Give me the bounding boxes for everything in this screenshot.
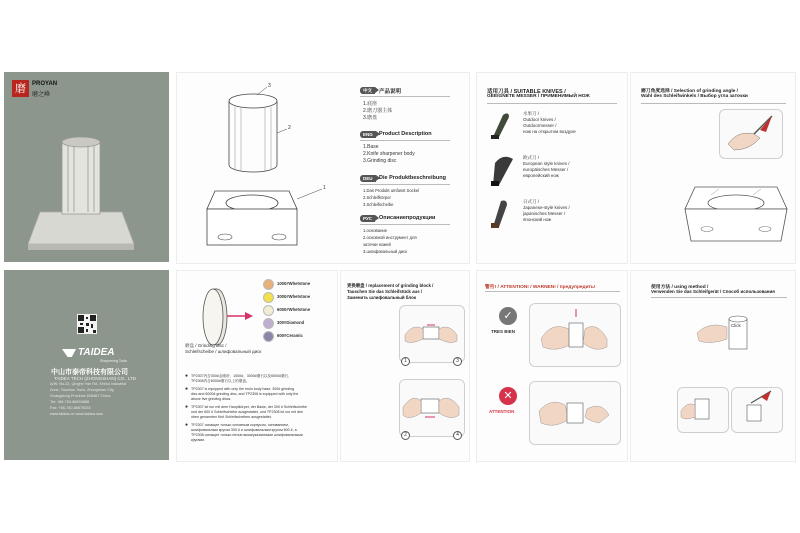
note-line: шлифовальным кругом 300 # и шлифовальным кругом 600 #, а (191, 428, 297, 432)
step-number: 3 (453, 357, 462, 366)
divider (487, 103, 617, 104)
cross-icon: ✕ (499, 387, 517, 405)
section-item: 3.Grinding disc (363, 158, 397, 164)
grit-label: 6000#Whetstone (277, 307, 311, 312)
note-line: TP2307内含300#金刚砂、1000#、3000#磨石以及6000#磨石, (191, 374, 290, 378)
warning-label: ATTENTION (489, 409, 515, 414)
section-item: 2.Knife sharpener body (363, 151, 415, 157)
grit-swatch (263, 331, 274, 342)
european-knife-icon (487, 153, 515, 187)
hand-illustration (529, 381, 619, 443)
page-title: 更换磨盘 / replacement of grinding block / (347, 283, 434, 288)
grit-swatch (263, 305, 274, 316)
hand-illustration (399, 379, 463, 435)
section-item: 1.Das Produkt umfasst Sockel (363, 188, 420, 193)
section-item: 3.шлифовальный диск (363, 249, 408, 254)
disc-caption: Schleifscheibe / шлифовальный диск (185, 349, 262, 354)
taidea-logo-icon (62, 349, 76, 357)
note-bullet: ● (185, 373, 189, 379)
grit-swatch (263, 318, 274, 329)
sharpening-illustration (677, 387, 727, 431)
company-name-en: TAIDEA TECH (ZHONGSHAN) CO., LTD (54, 376, 137, 381)
using-method-page (630, 270, 796, 462)
page-subtitle: GEEIGNETE MESSER / ПРИМЕНИМЫЙ НОЖ (487, 94, 590, 99)
divider (641, 103, 786, 104)
section-title: Описаниепродукции (379, 215, 436, 221)
grit-label: 300#Diamond (277, 320, 305, 325)
divider (360, 224, 450, 225)
suitable-knives-page (476, 72, 628, 264)
page-subtitle: Verwenden Sie das Schleifgerät / Способ использования (651, 289, 775, 294)
grit-swatch (263, 292, 274, 303)
arrow-right-icon (227, 311, 253, 321)
section-title: Die Produktbeschreibung (379, 175, 446, 181)
address-line: Tel: +86-760-86694888 (50, 400, 90, 404)
lang-tag: DEU (360, 175, 376, 182)
page-title: 警告! / ATTENTION! / WARNEN! / предупредить! (485, 285, 596, 290)
sharpening-illustration (731, 387, 781, 431)
note-line: above five grinding discs. (191, 397, 232, 401)
brand-name-en: PROYAN (32, 81, 58, 87)
ok-label: TRES BIEN (491, 329, 516, 334)
address-line: Guangdong Province,528467 China (50, 394, 111, 398)
sharpener-exploded-diagram (177, 73, 357, 263)
knife-label: 日式刀 / (523, 199, 540, 204)
base-angle-diagram (681, 165, 791, 255)
grit-label: 1000#Whetstone (277, 281, 311, 286)
knife-label: нож на открытом воздухе (523, 129, 576, 134)
note-line: TP2308内含6000#磨石以上的磨盘。 (191, 379, 250, 383)
section-item: 2.磨刀器主体 (363, 108, 393, 114)
note-bullet: ● (185, 386, 189, 392)
address-line: www.taidea.cn www.taidea.com (50, 412, 104, 416)
knife-label: Japanese-style knives / (523, 205, 570, 210)
divider (485, 291, 620, 292)
note-line: кругами. (191, 438, 206, 442)
brand-name-cn: 磨之峰 (32, 92, 51, 98)
back-cover (4, 270, 169, 460)
address-line: Fax: +86-760-86675033 (50, 406, 91, 410)
replace-block-page (340, 270, 470, 462)
section-item: 3.Schleifscheibe (363, 202, 394, 207)
part-label: 2 (288, 125, 291, 131)
grinding-disc-page (176, 270, 338, 462)
sharpener-photo (4, 72, 169, 262)
note-bullet: ● (185, 422, 189, 428)
check-icon: ✓ (499, 307, 517, 325)
taidea-brand: TAIDEA (78, 347, 115, 358)
part-label: 1 (323, 185, 326, 191)
grit-swatch (263, 279, 274, 290)
note-line: TP2307 ist nur mit dem Hauptkörper, der Basis, der 300 # Schleifscheibe (191, 405, 308, 409)
knife-label: японский нож (523, 217, 552, 222)
note-line: TP2307 оснащен только основным корпусом, основанием, (191, 423, 289, 427)
note-line: TP2308 оснащен только пятью вышеуказанными шлифовальными (191, 433, 303, 437)
divider (360, 184, 450, 185)
section-title: 产品说明 (379, 89, 402, 95)
hand-illustration (529, 303, 619, 365)
page-subtitle: Tauschen Sie das Schleifstück aus / (347, 289, 423, 294)
part-label: 3 (268, 83, 271, 89)
note-line: oben genannten fünf Schleifscheiben ausgestattet. (191, 415, 272, 419)
section-item: заточки ножей (363, 242, 391, 247)
grit-label: 3000#Whetstone (277, 294, 311, 299)
address-line: Zone, Tanzhou Town, Zhongshan City, (50, 388, 115, 392)
page-subtitle: Заменить шлифовальный блок (347, 295, 417, 300)
note-line: und der 600 # Schleifscheibe ausgestattet, und TP2308 ist nur mit den (191, 410, 304, 414)
attention-page (476, 270, 628, 462)
hand-illustration (399, 305, 463, 361)
lang-tag: РУС (360, 215, 375, 222)
page-title: 磨刀角度选择 / Selection of grinding angle / (641, 89, 739, 94)
qr-code-icon (77, 314, 97, 334)
lang-tag: ENG (360, 131, 376, 138)
step-number: 2 (401, 431, 410, 440)
outdoor-knife-icon (489, 109, 513, 139)
knife-label: Outdoormesser / (523, 123, 557, 128)
knife-label: japanisches Messer / (523, 211, 566, 216)
taidea-brand-sub: Sharpening Tools (100, 359, 127, 363)
hand-holding-knife-illustration (719, 109, 783, 159)
address-line: A/W: No.22, Qinghe Yan Rd, Xinhui Industrial (50, 382, 127, 386)
divider (651, 297, 787, 298)
step-number: 4 (453, 431, 462, 440)
knife-label: 水果刀 / (523, 111, 540, 116)
grit-label: 600#Ceramic (277, 333, 303, 338)
product-description-page (176, 72, 470, 264)
divider (360, 96, 450, 97)
step-number: 1 (401, 357, 410, 366)
knife-label: 欧式刀 / (523, 155, 540, 160)
divider (360, 140, 450, 141)
disc-caption: 磨盘 / Grinding disc / (185, 343, 227, 348)
front-cover (4, 72, 169, 262)
japanese-knife-icon (489, 197, 513, 229)
lang-tag: 中文 (360, 87, 375, 94)
note-line: TP2307 is equipped with only the resin body base, 300# grinding (191, 387, 295, 391)
section-item: 2.основной инструмент для (363, 235, 417, 240)
knife-label: European style knives / (523, 161, 570, 166)
click-label: Click (731, 323, 741, 328)
section-title: Product Description (379, 131, 432, 137)
note-line: disc and 6000# grinding disc, and TP2308 is equipped with only the (191, 392, 299, 396)
page-title: 使用方法 / using method / (651, 285, 709, 290)
note-bullet: ● (185, 404, 189, 410)
click-step-illustration (689, 303, 769, 363)
brand-logo-icon: 磨 (12, 80, 29, 97)
grinding-angle-page (630, 72, 796, 264)
page-subtitle: Wahl des Schleifwinkels / Выбор угла заточки (641, 94, 748, 99)
section-item: 1.Base (363, 144, 379, 150)
section-item: 2.Schleifkörper (363, 195, 391, 200)
knife-label: Outdoor knives / (523, 117, 556, 122)
page-title: 适用刀具 / SUITABLE KNIVES / (487, 89, 566, 95)
section-item: 1.底座 (363, 101, 378, 107)
company-name-cn: 中山市泰帝科技有限公司 (51, 369, 128, 376)
knife-label: europäisches Messer / (523, 167, 569, 172)
knife-label: европейский нож (523, 173, 559, 178)
section-item: 1.основание (363, 228, 388, 233)
section-item: 3.磨盘 (363, 115, 378, 121)
